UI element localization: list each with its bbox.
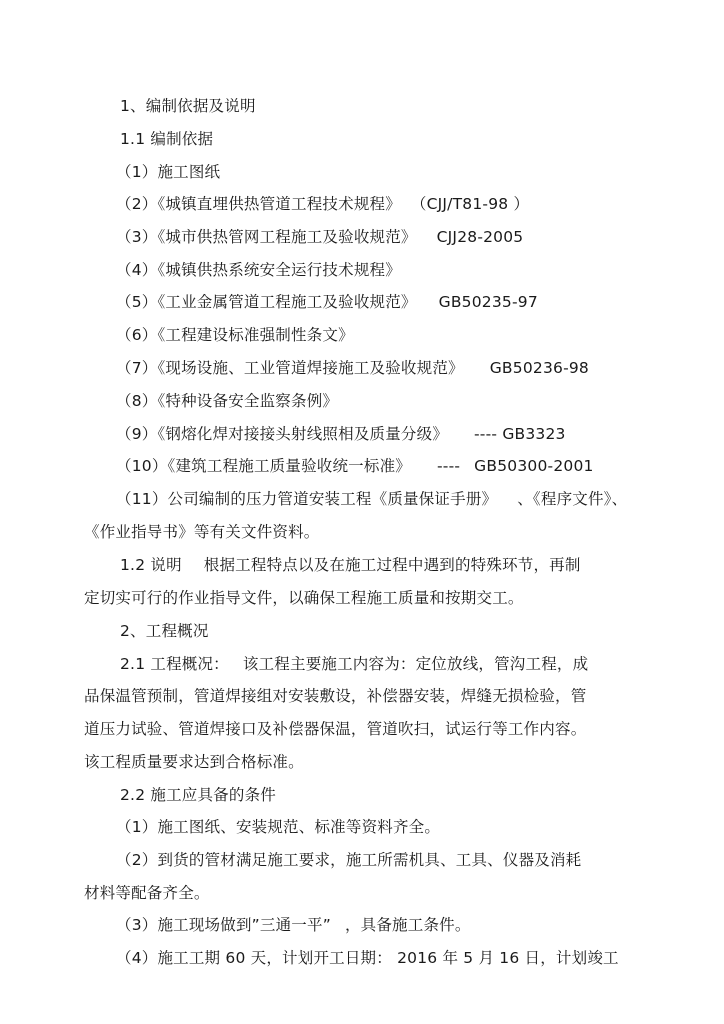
standard-code: CJJ28-2005: [436, 228, 524, 246]
section-2-1-line-2: 品保温管预制，管道焊接组对安装敷设，补偿器安装，焊缝无损检验，管: [84, 687, 587, 705]
section-2-1-line-4: 该工程质量要求达到合格标准。: [84, 753, 304, 771]
heading-section-2-2: 2.2 施工应具备的条件: [120, 786, 276, 804]
basis-item-6: （6）《工程建设标准强制性条文》: [116, 326, 354, 344]
basis-item-1: （1）施工图纸: [116, 163, 221, 181]
basis-item-5: （5）《工业金属管道工程施工及验收规范》 GB50235-97: [116, 293, 538, 311]
condition-item-1: （1）施工图纸、安装规范、标准等资料齐全。: [116, 818, 441, 836]
section-2-1-line-1: 2.1 工程概况： 该工程主要施工内容为：定位放线，管沟工程，成: [120, 655, 589, 673]
basis-item-4: （4）《城镇供热系统安全运行技术规程》: [116, 261, 401, 279]
basis-item-10: （10）《建筑工程施工质量验收统一标准》 ---- GB50300-2001: [116, 457, 594, 475]
basis-item-9: （9）《钢熔化焊对接接头射线照相及质量分级》 ---- GB3323: [116, 425, 566, 443]
basis-item-8: （8）《特种设备安全监察条例》: [116, 392, 339, 410]
section-2-1-line-3: 道压力试验、管道焊接口及补偿器保温，管道吹扫，试运行等工作内容。: [84, 720, 587, 738]
condition-item-2-cont: 材料等配备齐全。: [84, 884, 210, 902]
standard-code: GB50236-98: [489, 359, 589, 377]
basis-item-7: （7）《现场设施、工业管道焊接施工及验收规范》 GB50236-98: [116, 359, 589, 377]
standard-code: GB50300-2001: [474, 457, 594, 475]
basis-item-11-cont: 《作业指导书》等有关文件资料。: [84, 523, 320, 541]
standard-code: ---- GB3323: [474, 425, 566, 443]
basis-item-3: （3）《城市供热管网工程施工及验收规范》 CJJ28-2005: [116, 228, 524, 246]
basis-item-2: （2）《城镇直埋供热管道工程技术规程》 （CJJ/T81-98 ）: [116, 195, 530, 213]
heading-section-1-1: 1.1 编制依据: [120, 130, 214, 148]
section-1-2-line-2: 定切实可行的作业指导文件，以确保工程施工质量和按期交工。: [84, 589, 524, 607]
standard-code: GB50235-97: [438, 293, 538, 311]
condition-item-3: （3）施工现场做到”三通一平” ，具备施工条件。: [116, 916, 471, 934]
section-1-2-line-1: 1.2 说明 根据工程特点以及在施工过程中遇到的特殊环节，再制: [120, 556, 581, 574]
heading-section-2: 2、工程概况: [120, 622, 209, 640]
condition-item-2: （2）到货的管材满足施工要求，施工所需机具、工具、仪器及消耗: [116, 851, 582, 869]
condition-item-4: （4）施工工期 60 天，计划开工日期： 2016 年 5 月 16 日，计划竣工: [116, 949, 619, 967]
basis-item-11: （11）公司编制的压力管道安装工程《质量保证手册》 、《程序文件》、: [116, 490, 628, 508]
standard-code: （CJJ/T81-98 ）: [410, 195, 530, 213]
heading-section-1: 1、编制依据及说明: [120, 97, 256, 115]
